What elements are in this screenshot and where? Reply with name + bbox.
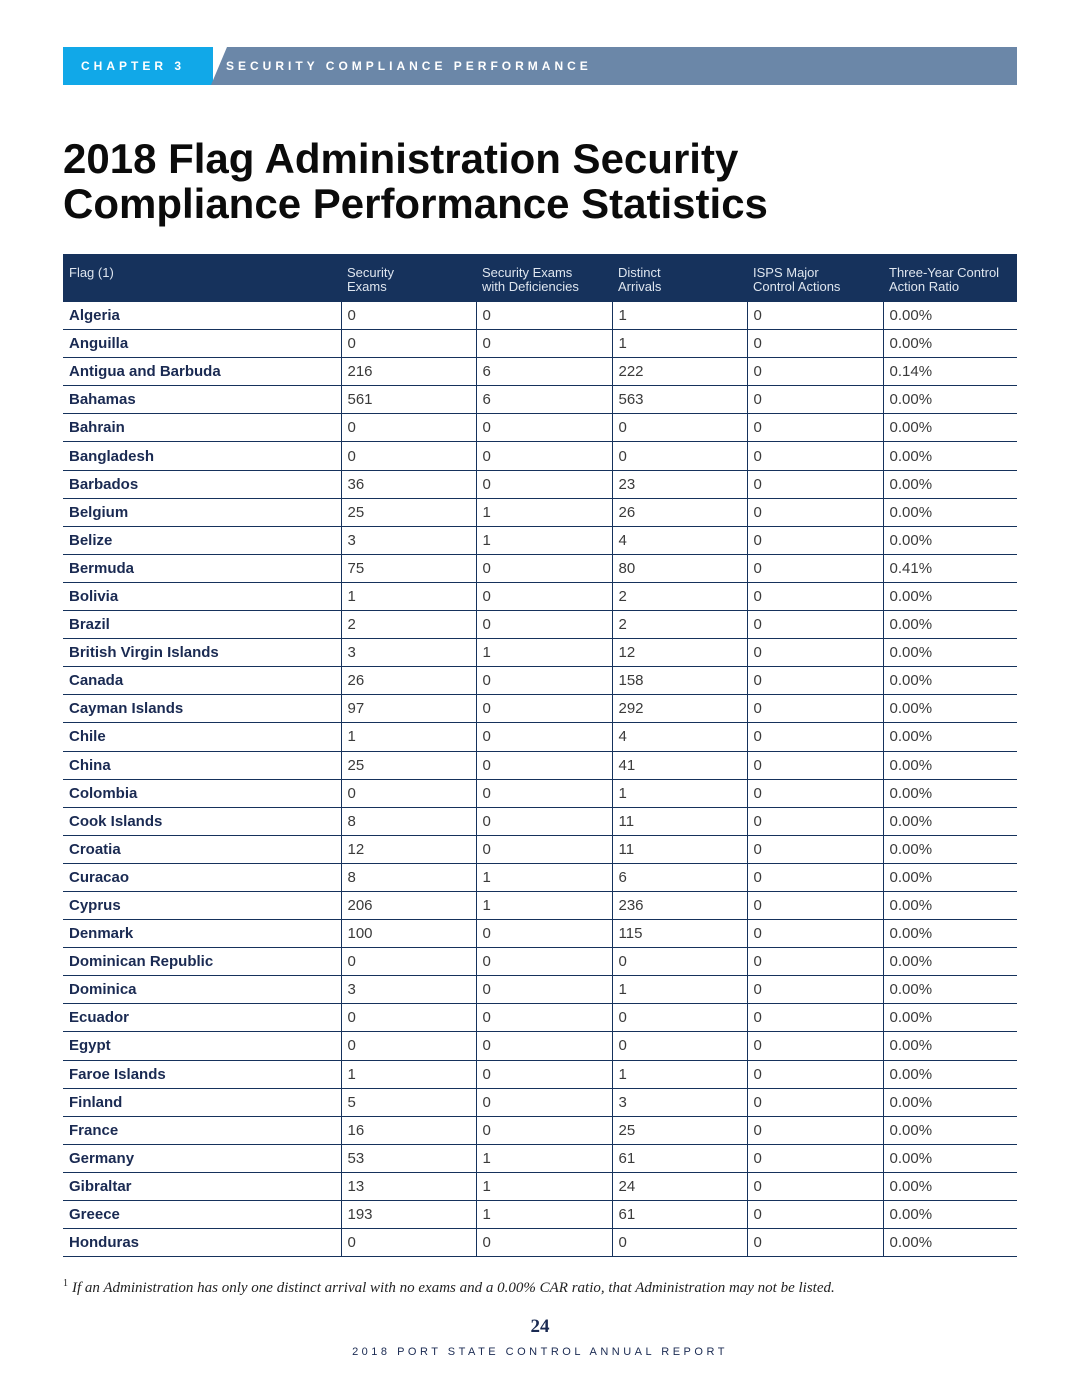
value-cell: 0	[747, 470, 883, 498]
table-row	[63, 582, 1017, 610]
value-cell: 0	[476, 611, 612, 639]
value-cell: 0	[747, 1201, 883, 1229]
value-cell: 25	[612, 1116, 747, 1144]
value-cell: 0	[341, 302, 476, 330]
value-cell: 1	[612, 779, 747, 807]
table-row	[63, 976, 1017, 1004]
table-row	[63, 920, 1017, 948]
flag-name-cell: Greece	[63, 1201, 341, 1229]
value-cell: 16	[341, 1116, 476, 1144]
column-header-line: Distinct	[618, 265, 661, 280]
flag-name-cell: Croatia	[63, 835, 341, 863]
value-cell: 2	[341, 611, 476, 639]
value-cell: 1	[612, 302, 747, 330]
chapter-label: CHAPTER 3	[81, 59, 186, 73]
column-header-line: Arrivals	[618, 279, 662, 294]
value-cell: 0	[747, 414, 883, 442]
value-cell: 0.00%	[883, 891, 1017, 919]
value-cell: 0	[747, 863, 883, 891]
flag-statistics-table	[63, 254, 1017, 1257]
value-cell: 1	[341, 582, 476, 610]
value-cell: 25	[341, 498, 476, 526]
report-title: 2018 PORT STATE CONTROL ANNUAL REPORT	[352, 1346, 728, 1358]
value-cell: 0.00%	[883, 470, 1017, 498]
table-row	[63, 1172, 1017, 1200]
column-header-line: Action Ratio	[889, 279, 960, 294]
value-cell: 0	[747, 1088, 883, 1116]
flag-name-cell: Bahrain	[63, 414, 341, 442]
table-row	[63, 667, 1017, 695]
flag-name-cell: Egypt	[63, 1032, 341, 1060]
table-row	[63, 386, 1017, 414]
flag-name-cell: Dominican Republic	[63, 948, 341, 976]
value-cell: 0.00%	[883, 414, 1017, 442]
value-cell: 1	[476, 639, 612, 667]
value-cell: 0.00%	[883, 302, 1017, 330]
value-cell: 0	[747, 639, 883, 667]
column-header-line: with Deficiencies	[482, 279, 579, 294]
value-cell: 0.00%	[883, 1060, 1017, 1088]
value-cell: 0.00%	[883, 1116, 1017, 1144]
page-title-line-1: 2018 Flag Administration Security	[63, 135, 739, 182]
value-cell: 6	[612, 863, 747, 891]
column-header	[883, 254, 1017, 302]
value-cell: 0	[476, 582, 612, 610]
flag-name-cell: Gibraltar	[63, 1172, 341, 1200]
table-header-row	[63, 254, 1017, 302]
value-cell: 0	[476, 779, 612, 807]
value-cell: 0	[612, 1032, 747, 1060]
flag-name-cell: Dominica	[63, 976, 341, 1004]
table-row	[63, 330, 1017, 358]
value-cell: 0	[341, 779, 476, 807]
value-cell: 0	[476, 1116, 612, 1144]
value-cell: 292	[612, 695, 747, 723]
flag-name-cell: Brazil	[63, 611, 341, 639]
flag-name-cell: Bolivia	[63, 582, 341, 610]
value-cell: 61	[612, 1144, 747, 1172]
value-cell: 0.00%	[883, 1088, 1017, 1116]
value-cell: 0	[476, 667, 612, 695]
table-row	[63, 554, 1017, 582]
column-header-line: Security Exams	[482, 265, 573, 280]
value-cell: 0	[341, 1229, 476, 1257]
flag-name-cell: Cook Islands	[63, 807, 341, 835]
value-cell: 5	[341, 1088, 476, 1116]
flag-name-cell: Finland	[63, 1088, 341, 1116]
value-cell: 3	[612, 1088, 747, 1116]
value-cell: 80	[612, 554, 747, 582]
column-header-line: Three-Year Control	[889, 265, 1000, 280]
value-cell: 0	[341, 330, 476, 358]
value-cell: 0.00%	[883, 639, 1017, 667]
value-cell: 0	[476, 807, 612, 835]
value-cell: 0	[476, 1004, 612, 1032]
value-cell: 0	[747, 358, 883, 386]
table-row	[63, 1116, 1017, 1144]
value-cell: 236	[612, 891, 747, 919]
value-cell: 0.00%	[883, 498, 1017, 526]
table-row	[63, 1088, 1017, 1116]
value-cell: 0	[747, 807, 883, 835]
value-cell: 26	[612, 498, 747, 526]
value-cell: 12	[612, 639, 747, 667]
value-cell: 26	[341, 667, 476, 695]
value-cell: 0	[747, 1229, 883, 1257]
value-cell: 0	[747, 611, 883, 639]
value-cell: 0	[476, 414, 612, 442]
flag-name-cell: Barbados	[63, 470, 341, 498]
value-cell: 0	[476, 1032, 612, 1060]
value-cell: 0	[747, 330, 883, 358]
value-cell: 24	[612, 1172, 747, 1200]
value-cell: 4	[612, 723, 747, 751]
value-cell: 0.00%	[883, 1201, 1017, 1229]
flag-name-cell: Canada	[63, 667, 341, 695]
flag-name-cell: British Virgin Islands	[63, 639, 341, 667]
value-cell: 0	[747, 976, 883, 1004]
value-cell: 0	[612, 1229, 747, 1257]
value-cell: 158	[612, 667, 747, 695]
flag-name-cell: Faroe Islands	[63, 1060, 341, 1088]
flag-name-cell: Bahamas	[63, 386, 341, 414]
column-header	[476, 254, 612, 302]
value-cell: 0	[747, 920, 883, 948]
value-cell: 41	[612, 751, 747, 779]
column-header	[341, 254, 476, 302]
value-cell: 0	[747, 891, 883, 919]
value-cell: 0.00%	[883, 948, 1017, 976]
flag-name-cell: Chile	[63, 723, 341, 751]
value-cell: 1	[476, 863, 612, 891]
value-cell: 0	[476, 470, 612, 498]
value-cell: 25	[341, 751, 476, 779]
value-cell: 0	[747, 582, 883, 610]
value-cell: 0.00%	[883, 1032, 1017, 1060]
value-cell: 0.00%	[883, 667, 1017, 695]
flag-name-cell: Cayman Islands	[63, 695, 341, 723]
column-header	[747, 254, 883, 302]
table-row	[63, 526, 1017, 554]
flag-name-cell: France	[63, 1116, 341, 1144]
value-cell: 0	[476, 948, 612, 976]
table-row	[63, 302, 1017, 330]
column-header	[612, 254, 747, 302]
flag-name-cell: Belgium	[63, 498, 341, 526]
value-cell: 0.00%	[883, 835, 1017, 863]
value-cell: 2	[612, 582, 747, 610]
value-cell: 563	[612, 386, 747, 414]
value-cell: 0	[747, 1032, 883, 1060]
value-cell: 11	[612, 835, 747, 863]
table-row	[63, 1229, 1017, 1257]
value-cell: 0.00%	[883, 611, 1017, 639]
value-cell: 2	[612, 611, 747, 639]
value-cell: 193	[341, 1201, 476, 1229]
column-header-line: ISPS Major	[753, 265, 819, 280]
column-header	[63, 254, 341, 302]
value-cell: 0	[747, 498, 883, 526]
value-cell: 0	[747, 1116, 883, 1144]
value-cell: 1	[476, 1201, 612, 1229]
table-row	[63, 891, 1017, 919]
value-cell: 216	[341, 358, 476, 386]
value-cell: 206	[341, 891, 476, 919]
table-row	[63, 358, 1017, 386]
table-row	[63, 611, 1017, 639]
value-cell: 1	[612, 330, 747, 358]
value-cell: 0	[747, 751, 883, 779]
flag-name-cell: Bermuda	[63, 554, 341, 582]
value-cell: 0	[476, 920, 612, 948]
value-cell: 0	[476, 695, 612, 723]
value-cell: 1	[341, 723, 476, 751]
table-row	[63, 779, 1017, 807]
flag-name-cell: Curacao	[63, 863, 341, 891]
table-row	[63, 723, 1017, 751]
value-cell: 0	[612, 948, 747, 976]
table-row	[63, 835, 1017, 863]
value-cell: 97	[341, 695, 476, 723]
flag-name-cell: Bangladesh	[63, 442, 341, 470]
value-cell: 1	[341, 1060, 476, 1088]
value-cell: 0	[341, 1032, 476, 1060]
table-row	[63, 1060, 1017, 1088]
value-cell: 0	[747, 695, 883, 723]
flag-name-cell: Cyprus	[63, 891, 341, 919]
value-cell: 0.00%	[883, 976, 1017, 1004]
value-cell: 0	[747, 302, 883, 330]
value-cell: 0.00%	[883, 863, 1017, 891]
footnote	[63, 1278, 1023, 1297]
table-row	[63, 639, 1017, 667]
value-cell: 1	[476, 1172, 612, 1200]
value-cell: 0	[747, 1004, 883, 1032]
value-cell: 0.00%	[883, 526, 1017, 554]
value-cell: 0	[476, 1229, 612, 1257]
value-cell: 8	[341, 807, 476, 835]
value-cell: 0	[747, 1144, 883, 1172]
flag-name-cell: Colombia	[63, 779, 341, 807]
value-cell: 3	[341, 976, 476, 1004]
value-cell: 23	[612, 470, 747, 498]
value-cell: 0	[341, 442, 476, 470]
table-row	[63, 498, 1017, 526]
table-row	[63, 751, 1017, 779]
table-body	[63, 302, 1017, 1257]
value-cell: 0	[476, 1088, 612, 1116]
column-header-line: Exams	[347, 279, 387, 294]
value-cell: 0.00%	[883, 779, 1017, 807]
table-row	[63, 1032, 1017, 1060]
value-cell: 0	[747, 948, 883, 976]
value-cell: 0.41%	[883, 554, 1017, 582]
value-cell: 0	[476, 835, 612, 863]
value-cell: 8	[341, 863, 476, 891]
value-cell: 0.00%	[883, 1172, 1017, 1200]
value-cell: 222	[612, 358, 747, 386]
value-cell: 0.00%	[883, 582, 1017, 610]
value-cell: 0.14%	[883, 358, 1017, 386]
value-cell: 0	[747, 554, 883, 582]
value-cell: 0	[476, 723, 612, 751]
value-cell: 0	[476, 554, 612, 582]
value-cell: 1	[476, 891, 612, 919]
table-row	[63, 695, 1017, 723]
value-cell: 0.00%	[883, 920, 1017, 948]
footnote-marker: 1	[63, 1278, 68, 1289]
table-row	[63, 414, 1017, 442]
value-cell: 0.00%	[883, 1229, 1017, 1257]
value-cell: 0	[747, 526, 883, 554]
value-cell: 0	[341, 1004, 476, 1032]
flag-name-cell: Germany	[63, 1144, 341, 1172]
page-title	[63, 136, 963, 226]
value-cell: 3	[341, 526, 476, 554]
value-cell: 0	[612, 442, 747, 470]
value-cell: 3	[341, 639, 476, 667]
value-cell: 0	[747, 442, 883, 470]
value-cell: 4	[612, 526, 747, 554]
value-cell: 0.00%	[883, 1144, 1017, 1172]
value-cell: 6	[476, 386, 612, 414]
value-cell: 0.00%	[883, 751, 1017, 779]
table-row	[63, 948, 1017, 976]
value-cell: 0	[747, 835, 883, 863]
value-cell: 0	[476, 302, 612, 330]
table-row	[63, 807, 1017, 835]
table-row	[63, 1144, 1017, 1172]
table-row	[63, 863, 1017, 891]
value-cell: 115	[612, 920, 747, 948]
value-cell: 0.00%	[883, 330, 1017, 358]
flag-name-cell: Algeria	[63, 302, 341, 330]
value-cell: 11	[612, 807, 747, 835]
value-cell: 0.00%	[883, 442, 1017, 470]
value-cell: 61	[612, 1201, 747, 1229]
page-number: 24	[530, 1316, 550, 1337]
value-cell: 0	[747, 386, 883, 414]
column-header-line: Flag (1)	[69, 265, 114, 280]
table-row	[63, 1004, 1017, 1032]
value-cell: 100	[341, 920, 476, 948]
value-cell: 0	[476, 751, 612, 779]
value-cell: 53	[341, 1144, 476, 1172]
flag-name-cell: Ecuador	[63, 1004, 341, 1032]
value-cell: 0.00%	[883, 695, 1017, 723]
value-cell: 0	[476, 330, 612, 358]
value-cell: 0	[341, 414, 476, 442]
value-cell: 13	[341, 1172, 476, 1200]
value-cell: 0	[476, 442, 612, 470]
column-header-line: Control Actions	[753, 279, 841, 294]
value-cell: 0.00%	[883, 386, 1017, 414]
value-cell: 0	[341, 948, 476, 976]
value-cell: 0	[747, 723, 883, 751]
value-cell: 1	[476, 498, 612, 526]
column-header-line: Security	[347, 265, 394, 280]
flag-name-cell: Anguilla	[63, 330, 341, 358]
value-cell: 0.00%	[883, 1004, 1017, 1032]
value-cell: 1	[612, 1060, 747, 1088]
value-cell: 0	[747, 1172, 883, 1200]
value-cell: 0	[747, 667, 883, 695]
value-cell: 36	[341, 470, 476, 498]
value-cell: 0.00%	[883, 723, 1017, 751]
table-row	[63, 470, 1017, 498]
flag-name-cell: Honduras	[63, 1229, 341, 1257]
value-cell: 0	[612, 414, 747, 442]
page-title-line-2: Compliance Performance Statistics	[63, 180, 768, 227]
value-cell: 0	[612, 1004, 747, 1032]
value-cell: 561	[341, 386, 476, 414]
flag-name-cell: Denmark	[63, 920, 341, 948]
value-cell: 6	[476, 358, 612, 386]
value-cell: 12	[341, 835, 476, 863]
footnote-text: If an Administration has only one distinct arrival with no exams and a 0.00% CAR ratio, that Administration may not be listed.	[72, 1280, 835, 1296]
flag-name-cell: Belize	[63, 526, 341, 554]
value-cell: 1	[612, 976, 747, 1004]
chapter-banner	[63, 47, 1017, 85]
value-cell: 1	[476, 526, 612, 554]
section-label: SECURITY COMPLIANCE PERFORMANCE	[226, 59, 592, 73]
table-row	[63, 1201, 1017, 1229]
value-cell: 0.00%	[883, 807, 1017, 835]
value-cell: 0	[476, 976, 612, 1004]
table-row	[63, 442, 1017, 470]
flag-name-cell: China	[63, 751, 341, 779]
flag-name-cell: Antigua and Barbuda	[63, 358, 341, 386]
value-cell: 0	[747, 1060, 883, 1088]
value-cell: 75	[341, 554, 476, 582]
value-cell: 1	[476, 1144, 612, 1172]
value-cell: 0	[476, 1060, 612, 1088]
value-cell: 0	[747, 779, 883, 807]
